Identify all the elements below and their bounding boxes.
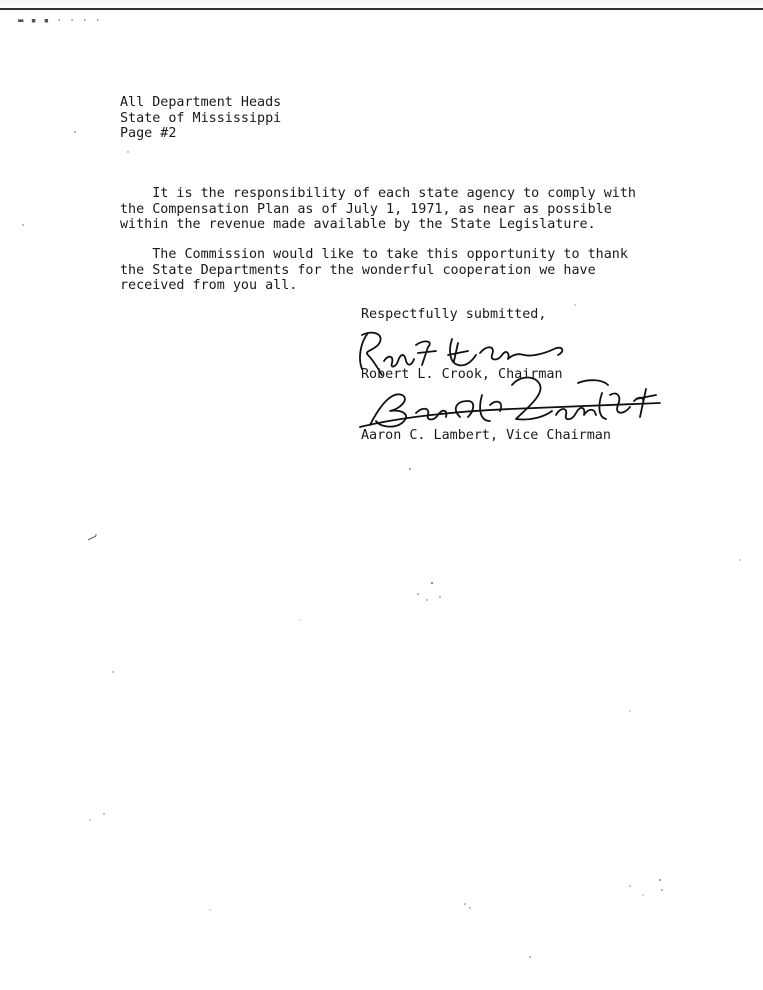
paragraph-line: the Compensation Plan as of July 1, 1971, as near as possible xyxy=(120,201,612,217)
paragraph-line: within the revenue made available by the State Legislature. xyxy=(120,217,596,232)
paragraph-line: It is the responsibility of each state agency to comply with xyxy=(120,186,636,201)
addressee-line-2: State of Mississippi xyxy=(120,110,282,126)
scan-corner-mark: ▬ ▪ ▪ · · · · xyxy=(18,16,102,26)
paragraph-line: received from you all. xyxy=(120,278,298,293)
signer-aaron-lambert: Aaron C. Lambert, Vice Chairman xyxy=(361,428,611,443)
closing-phrase: Respectfully submitted, xyxy=(361,307,547,322)
signer-robert-crook: Robert L. Crook, Chairman xyxy=(361,367,563,382)
paragraph-line: the State Departments for the wonderful cooperation we have xyxy=(120,262,596,278)
paragraph-line: The Commission would like to take this opportunity to thank xyxy=(120,247,628,262)
addressee-line-1: All Department Heads xyxy=(120,95,282,110)
page-number: Page #2 xyxy=(120,126,177,141)
